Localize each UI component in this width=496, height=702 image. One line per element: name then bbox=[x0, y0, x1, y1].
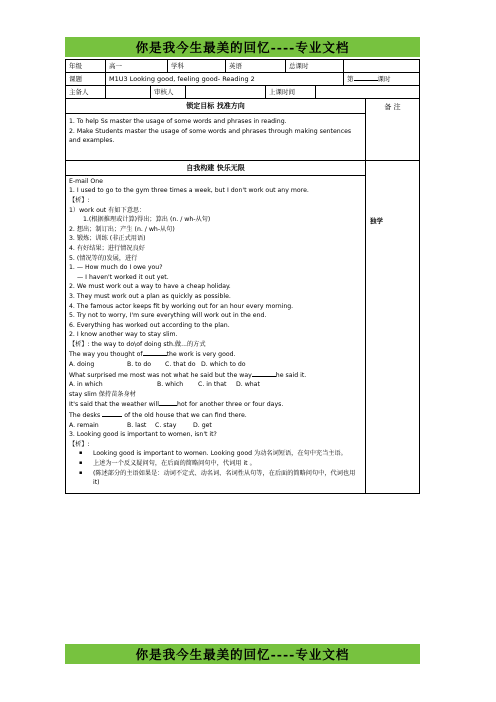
total-periods-value bbox=[344, 60, 419, 72]
period-number bbox=[344, 73, 419, 85]
grade-label: 年级 bbox=[66, 60, 106, 72]
header-row-topic bbox=[66, 73, 419, 86]
answer-blank bbox=[252, 370, 276, 377]
text-line: 1.(根据推理或计算)得出；算出 (n. / wh-从句) bbox=[83, 216, 211, 224]
subject-value: 英语 bbox=[226, 60, 286, 72]
period-suffix: 课时 bbox=[377, 75, 391, 83]
top-banner: 你是我今生最美的回忆----专业文档 bbox=[65, 37, 420, 57]
bullet-item: ▪ Looking good is important to women. Looking good 为动名词短语，在句中充当主语。 bbox=[69, 449, 362, 459]
reviewer-value bbox=[186, 86, 266, 98]
exercise-question: The desks of the old house that we can find there. bbox=[69, 412, 247, 420]
section-self-study bbox=[66, 161, 419, 493]
period-blank bbox=[354, 74, 378, 81]
exercise-options: A. doing B. to do C. that do D. which to do bbox=[69, 361, 246, 369]
total-periods-label: 总课时 bbox=[286, 60, 344, 72]
text-line: 3. They must work out a plan as quickly as possible. bbox=[69, 292, 231, 300]
lesson-plan-table bbox=[65, 59, 420, 494]
preparer-label: 主备人 bbox=[66, 86, 106, 98]
section-objectives bbox=[66, 99, 419, 161]
period-prefix: 第 bbox=[347, 75, 354, 83]
header-row-staff bbox=[66, 86, 419, 99]
text-line: 【析】: bbox=[69, 440, 90, 448]
text-line: 1. I used to go to the gym three times a week, but I don't work out any more. bbox=[69, 187, 309, 195]
text-line: 6. Everything has worked out according to the plan. bbox=[69, 321, 230, 329]
text-line: 2. 想出；制订出；产生 (n. / wh-从句) bbox=[69, 225, 175, 233]
text-line: 1. — How much do I owe you? bbox=[69, 264, 163, 272]
text-line: stay slim 保持苗条身材 bbox=[69, 390, 136, 398]
text-line: 5. (情况等的)发展，进行 bbox=[69, 254, 138, 262]
text-line: 【析】: bbox=[69, 196, 90, 204]
objectives-body bbox=[66, 114, 365, 160]
objective-line: 1. To help Ss master the usage of some words and phrases in reading. bbox=[69, 118, 287, 125]
text-line: 4. The famous actor keeps fit by working out for an hour every morning. bbox=[69, 302, 294, 310]
bottom-banner: 你是我今生最美的回忆----专业文档 bbox=[65, 644, 420, 664]
exercise-options: A. in which B. which C. in that D. what bbox=[69, 381, 260, 389]
reviewer-label: 审核人 bbox=[151, 86, 186, 98]
exercise-question: It's said that the weather will hot for another three or four days. bbox=[69, 401, 284, 409]
header-row-grade bbox=[66, 60, 419, 73]
class-time-label: 上课时间 bbox=[266, 86, 316, 98]
text-line: 3. Looking good is important to women, isn't it? bbox=[69, 431, 217, 439]
exercise-question: What surprised me most was not what he said but the way he said it. bbox=[69, 371, 307, 379]
exercise-question: The way you thought of the work is very good. bbox=[69, 351, 236, 359]
text-line: 1）work out 有如下意思： bbox=[69, 206, 146, 214]
answer-blank bbox=[143, 349, 167, 356]
self-study-title: 自我构建 快乐无限 bbox=[66, 161, 365, 176]
objective-line: 2. Make Students master the usage of some words and phrases through making sentences and examples. bbox=[69, 127, 352, 145]
answer-blank bbox=[159, 399, 177, 406]
grade-value: 高一 bbox=[106, 60, 168, 72]
topic-value: M1U3 Looking good, feeling good- Reading 2 bbox=[106, 73, 344, 85]
subject-label: 学科 bbox=[168, 60, 226, 72]
text-line: 3. 锻炼；训练 (非正式用语) bbox=[69, 235, 146, 243]
text-line: 2. We must work out a way to have a cheap holiday. bbox=[69, 283, 231, 291]
text-line: E-mail One bbox=[69, 177, 103, 185]
text-line: 5. Try not to worry, I'm sure everything will work out in the end. bbox=[69, 312, 267, 320]
topic-label: 课题 bbox=[66, 73, 106, 85]
text-line: 4. 有好结果；进行情况良好 bbox=[69, 244, 145, 252]
exercise-options: A. remain B. last C. stay D. get bbox=[69, 421, 212, 429]
study-mode-note: 独学 bbox=[370, 216, 383, 225]
preparer-value bbox=[106, 86, 151, 98]
class-time-value bbox=[316, 86, 419, 98]
self-study-body bbox=[66, 176, 365, 493]
objectives-title: 锁定目标 找准方向 bbox=[66, 99, 365, 114]
bullet-item: ▪ (陈述部分的主语如果是：动词不定式、动名词、名词性从句等，在后面的简略问句中，代词也用 it) bbox=[69, 469, 362, 492]
text-line: 2. I know another way to stay slim. bbox=[69, 331, 178, 339]
notes-header: 备 注 bbox=[384, 103, 401, 111]
text-line: 【析】: the way to do\of doing sth.做...的方式 bbox=[69, 340, 206, 348]
text-line: — I haven't worked it out yet. bbox=[77, 273, 169, 281]
answer-blank bbox=[102, 410, 122, 417]
bullet-item: ▪ 上述为一个反义疑问句，在后面的简略问句中，代词用 it 。 bbox=[69, 459, 362, 469]
